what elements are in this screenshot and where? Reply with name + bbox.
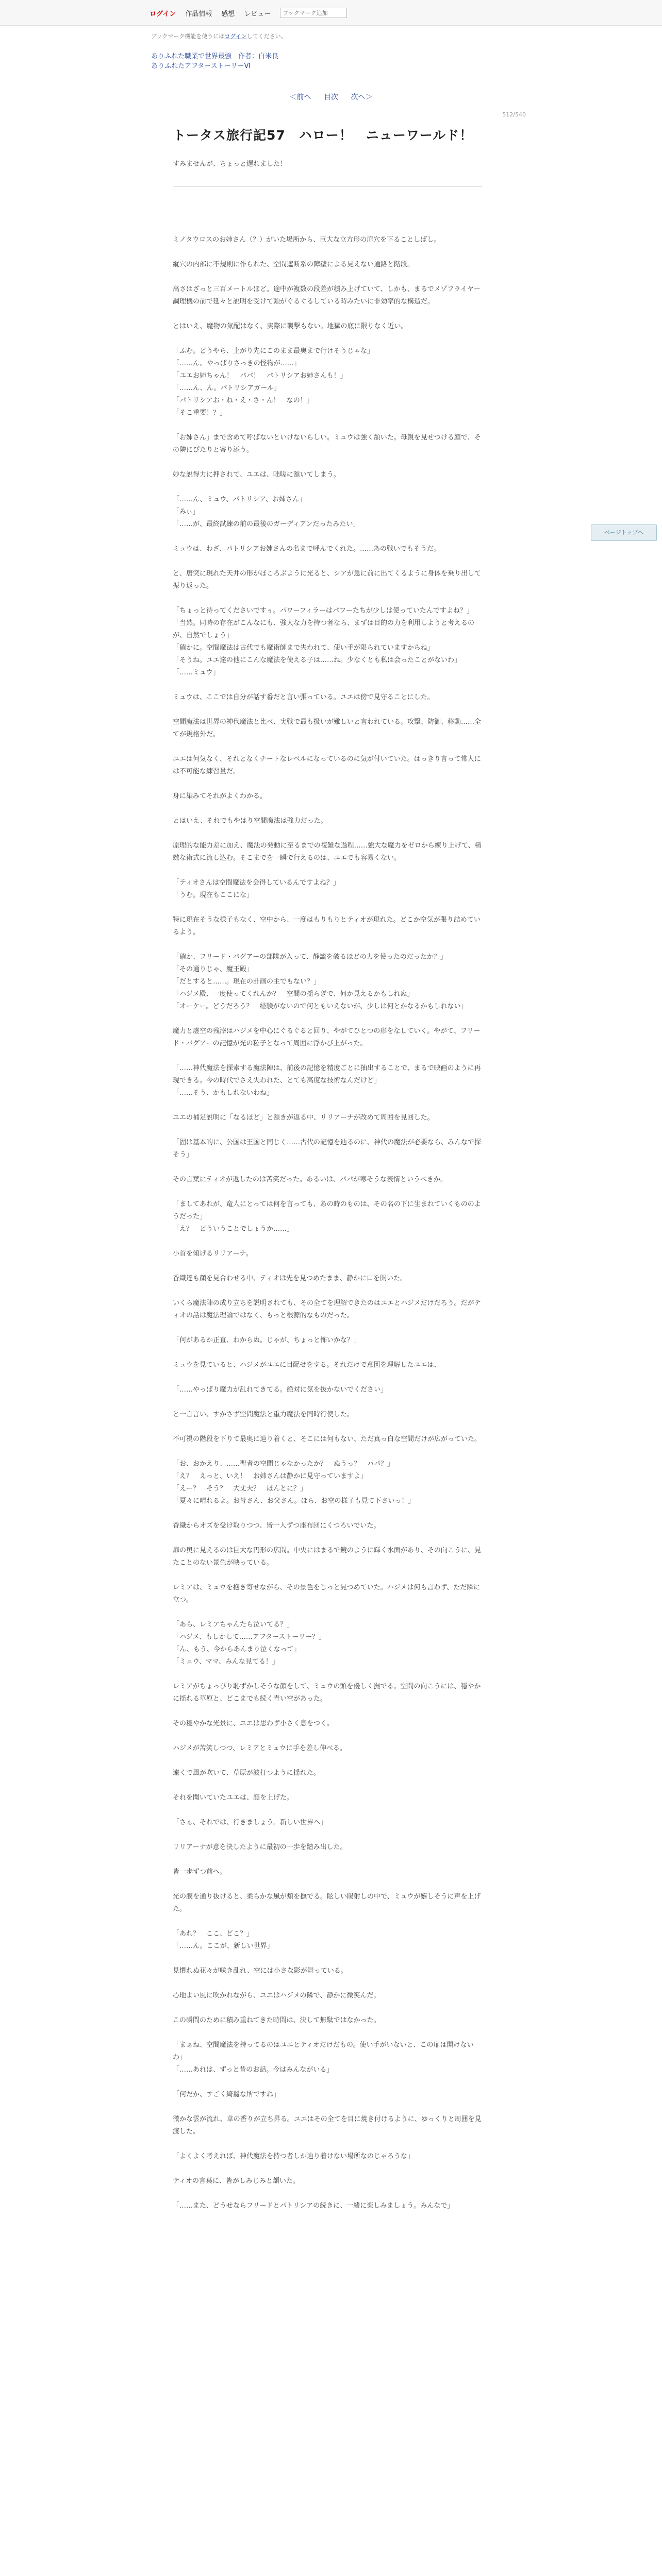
body-line: 「ましてあれが、竜人にとっては何を言っても、あの時のものは、その名の下に生まれていくもののようだった」 xyxy=(173,1200,481,1221)
body-line: 香織達も顔を見合わせる中、ティオは先を見つめたまま、静かに口を開いた。 xyxy=(173,1275,407,1282)
body-line: 魔力と虚空の残滓はハジメを中心にぐるぐると回り、やがてひとつの形をなしていく。やがて、フリード・バグアーの記憶が光の粒子となって周囲に浮かび上がった。 xyxy=(173,1027,481,1047)
body-line xyxy=(173,1371,482,1384)
body-line xyxy=(173,827,482,840)
body-line xyxy=(173,271,482,283)
body-line: 空間魔法は世界の神代魔法と比べ、実戦で最も扱いが難しいと言われている。攻撃、防御、移動……全てが規格外だ。 xyxy=(173,718,482,738)
body-line: 高さはざっと三百メートルほど。途中が複数の段差が積み上げていて、しかも、まるでメゾフライヤー調理機の前で延々と説明を受けて頭がぐるぐるしている時みたいに非効率的な構造だ。 xyxy=(173,285,481,306)
body-line: その言葉にティオが返したのは苦笑だった。あるいは、パパが寒そうな表情というべきか。 xyxy=(173,1176,447,1183)
body-line: 見慣れぬ花々が咲き乱れ、空には小さな影が舞っている。 xyxy=(173,1967,347,1975)
body-line xyxy=(173,2163,482,2175)
body-line: 「……ん。やっぱりさっきの怪物が……」 xyxy=(173,360,301,367)
body-line: とはいえ、魔物の気配はなく、実際に襲撃もない。地獄の底に限りなく近い。 xyxy=(173,323,408,330)
body-line: 香織からオズを受け取りつつ、皆一人ずつ座布団にくつろいでいた。 xyxy=(173,1522,380,1530)
notice-login-link[interactable]: ログイン xyxy=(224,33,247,40)
body-line: 「だとすると……。現在の計画の主でもない？」 xyxy=(173,978,321,986)
body-line: 「ティオさんは空間魔法を会得しているんですよね？」 xyxy=(173,879,340,887)
body-line xyxy=(173,333,482,345)
top-nav xyxy=(150,8,347,18)
next-link[interactable]: 次へ＞ xyxy=(351,93,373,101)
body-line: 原理的な能力差に加え、魔法の発動に至るまでの複雑な過程……強大な魔力をゼロから練り上げて、精緻な術式に流し込む。そこまでを一瞬で行えるのは、ユエでも容易くない。 xyxy=(173,842,482,862)
body-line xyxy=(173,555,482,568)
body-line: 「確か、フリード・バグアーの部隊が入って、静謐を破るほどの力を使ったのだったか？」 xyxy=(173,953,447,961)
body-line xyxy=(173,1532,482,1545)
body-line: 心地よい風に吹かれながら、ユエはハジメの隣で、静かに微笑んだ。 xyxy=(173,1992,380,1999)
body-line: 「確かに。空間魔法は古代でも魔術師まで失われて、使い手が限られていますからね」 xyxy=(173,644,434,652)
body-line: ミュウは、ここでは自分が話す番だと言い張っている。ユエは傍で見守ることにした。 xyxy=(173,693,434,701)
body-line xyxy=(173,1507,482,1520)
novel-body xyxy=(173,222,482,2212)
body-line: 「お、おかえり、……聖者の空間じゃなかったか？ ぬうっ？ パパ？」 xyxy=(173,1460,394,1468)
body-line: ミュウは、わざ、パトリシアお姉さんの名まで呼んでくれた。……あの戦いでもそうだ。 xyxy=(173,545,440,553)
impressions-link[interactable]: 感想 xyxy=(221,10,235,18)
prev-link[interactable]: ＜前へ xyxy=(289,93,311,101)
body-line xyxy=(173,1977,482,1990)
body-line: リリアーナが意を決したように最初の一歩を踏み出した。 xyxy=(173,1843,347,1851)
body-line xyxy=(173,1953,482,1965)
body-line: 「……が、最終試練の前の最後のガーディアンだったみたい」 xyxy=(173,520,360,528)
body-line xyxy=(173,1878,482,1891)
body-line xyxy=(173,308,482,320)
body-line: 「え？ えっと、いえ！ お姉さんは静かに見守っていますよ」 xyxy=(173,1472,368,1480)
body-line xyxy=(173,531,482,543)
body-line xyxy=(173,1569,482,1582)
body-line: レミアは、ミュウを抱き寄せながら、その景色をじっと見つめていた。ハジメは何も言わず、ただ隣に立つ。 xyxy=(173,1584,481,1604)
body-line xyxy=(173,1730,482,1742)
body-line: 「ミュウ、ママ、みんな見てる！」 xyxy=(173,1658,279,1666)
body-line xyxy=(173,704,482,716)
body-line xyxy=(173,1186,482,1198)
body-line xyxy=(173,1235,482,1248)
body-line: 「そうね。ユエ達の他にこんな魔法を使える子は……ね。少なくとも私は会ったことがないわ」 xyxy=(173,656,461,664)
body-line xyxy=(173,1606,482,1619)
body-line: 「ちょっと待ってくださいですぅ。パワーフィラーはパワーたちが少しは使っていたんですよね？」 xyxy=(173,607,473,615)
body-line xyxy=(173,222,482,234)
body-line: 妙な説得力に押されて、ユエは、咄嗟に頷いてしまう。 xyxy=(173,471,340,479)
body-line: 不可視の階段を下りて最奥に辿り着くと、そこには何もない、ただ真っ白な空間だけが広がっていた。 xyxy=(173,1435,482,1443)
body-line: 遠くで風が吹いて、草原が波打つように揺れた。 xyxy=(173,1769,320,1777)
body-line: 「よくよく考えれば、神代魔法を持つ者しか辿り着けない場所なのじゃろうな」 xyxy=(173,2153,415,2160)
body-line xyxy=(173,1322,482,1334)
pager xyxy=(0,92,662,102)
body-line: 身に染みてそれがよくわかる。 xyxy=(173,792,267,800)
episode-number: 512/540 xyxy=(502,111,526,118)
chapter-title-link[interactable]: ありふれたアフターストーリーⅥ xyxy=(151,62,251,70)
body-line xyxy=(173,1013,482,1025)
login-link[interactable]: ログイン xyxy=(150,10,176,18)
series-title-link[interactable]: ありふれた職業で世界最強 作者：白米良 xyxy=(151,53,279,60)
body-line: いくら魔法陣の成り立ちを説明されても、その全てを理解できたのはユエとハジメだけだろう。だがティオの話は魔法理論ではなく、もっと根源的なものだった。 xyxy=(173,1299,481,1319)
body-line: 「当然。同時の存在がこんなにも、強大な力を持つ者なら、まずは目的の力を利用しようと考えるのが、自然でしょう」 xyxy=(173,619,475,639)
body-line xyxy=(173,1161,482,1174)
body-line: 「パトリシアお・ね・え・さ・ん！ なの！」 xyxy=(173,397,313,404)
body-line: 「あら、レミアちゃんたら泣いてる？」 xyxy=(173,1621,294,1629)
body-line: とはいえ、それでもやはり空間魔法は強力だった。 xyxy=(173,817,327,825)
body-line: 縦穴の内部に不規則に作られた、空間遮断系の障壁による見えない通路と階段。 xyxy=(173,261,415,268)
body-line xyxy=(173,1124,482,1137)
body-line: 「……やっぱり魔力が乱れてきてる。絶対に気を抜かないでください」 xyxy=(173,1386,388,1394)
toc-link[interactable]: 目次 xyxy=(324,93,338,101)
body-line: 「ふむ。どうやら、上がり先にこのまま最奥まで行けそうじゃな」 xyxy=(173,347,374,355)
episode-title: トータス旅行記57 ハロー！ ニューワールド！ xyxy=(173,128,473,143)
body-line: レミアがちょっぴり恥ずかしそうな顔をして、ミュウの頭を優しく撫でる。空間の向こうには、穏やかに揺れる草原と、どこまでも続く青い空があった。 xyxy=(173,1683,481,1703)
body-line xyxy=(173,803,482,815)
notice-prefix: ブックマーク機能を使うには xyxy=(151,33,225,40)
body-line xyxy=(173,1804,482,1817)
body-line: 扉の奥に見えるのは巨大な円形の広間。中央にはまるで鏡のように輝く水面があり、その向こうに、見たことのない景色が映っている。 xyxy=(173,1547,481,1567)
body-line xyxy=(173,481,482,494)
body-line xyxy=(173,2002,482,2014)
body-line: 「……ん、ミュウ、パトリシア、お姉さん」 xyxy=(173,496,306,503)
body-line xyxy=(173,2027,482,2039)
body-line: 「固は基本的に、公国は王国と同じく……古代の記憶を辿るのに、神代の魔法が必要なら、みんなで探そう」 xyxy=(173,1139,482,1159)
login-notice xyxy=(151,32,287,40)
body-line xyxy=(173,419,482,432)
body-line: 「あれ？ ここ、どこ？」 xyxy=(173,1930,254,1938)
body-line xyxy=(173,1285,482,1297)
body-line: 「さぁ、それでは、行きましょう。新しい世界へ」 xyxy=(173,1819,327,1826)
body-line: 「夏々に晴れるよ。お母さん、お父さん。ほら、お空の様子も見て下さいっ！」 xyxy=(173,1497,415,1505)
series-info xyxy=(151,52,278,71)
body-line xyxy=(173,246,482,259)
body-line: 「まぁね、空間魔法を持ってるのはユエとティオだけだもの。使い手がいないと、この扉は開けないわ」 xyxy=(173,2041,474,2061)
body-line: 微かな雲が流れ、草の香りが立ち昇る。ユエはその全てを目に焼き付けるように、ゆっくりと周囲を見渡した。 xyxy=(173,2115,482,2136)
body-line: 「……神代魔法を探索する魔法陣は、前後の記憶を精度ごとに抽出することで、まるで映画のように再現できる。今の時代でさえ失われた、とても高度な技術なんだけど」 xyxy=(173,1064,481,1084)
body-line xyxy=(173,592,482,605)
body-line xyxy=(173,1668,482,1681)
body-line: と、唐突に現れた天井の形がほころぶように光ると、シアが急に前に出てくるように身体を乗り出して振り返った。 xyxy=(173,570,482,590)
body-line xyxy=(173,456,482,469)
body-line: 「ハジメ、もしかして……アフターストーリー？」 xyxy=(173,1633,326,1641)
body-line xyxy=(173,2076,482,2089)
body-line: 「みぃ」 xyxy=(173,508,200,516)
body-line: 特に現在そうな様子もなく、空中から、一度はもりもりとティオが現れた。どこか空気が張り詰めているよう。 xyxy=(173,916,481,936)
body-line xyxy=(173,1705,482,1718)
body-line: 「……また、どうせならフリードとパトリシアの続きに、一緒に楽しみましょう。みんなで」 xyxy=(173,2202,454,2210)
body-line xyxy=(173,1421,482,1433)
body-line: 「ユエお姉ちゃん！ パパ！ パトリシアお姉さんも！」 xyxy=(173,372,347,380)
body-line xyxy=(173,1260,482,1273)
body-line: ミノタウロスのお姉さん（？）がいた場所から、巨大な立方形の扉穴を下ることしばし。 xyxy=(173,236,441,244)
body-line: 「……ん、ん。パトリシアガール」 xyxy=(173,384,280,392)
body-line xyxy=(173,1050,482,1062)
notice-suffix: してください。 xyxy=(246,33,287,40)
body-line: 「お姉さん」まで含めて呼ばないといけないらしい。ミュウは強く頷いた。母親を見せつける顔で、その隣にぴたりと寄り添う。 xyxy=(173,434,481,454)
foreword: すみませんが、ちょっと遅れました！ xyxy=(173,160,287,168)
body-line xyxy=(173,1854,482,1866)
body-line: 小首を傾げるリリアーナ。 xyxy=(173,1250,253,1258)
body-line xyxy=(173,1780,482,1792)
review-link[interactable]: レビュー xyxy=(244,10,271,18)
body-line xyxy=(173,865,482,877)
body-line: 「何だか、すごく綺麗な所ですね」 xyxy=(173,2091,280,2098)
body-line: 「そこ重要！？」 xyxy=(173,409,227,417)
body-line xyxy=(173,2138,482,2150)
body-line: 「……ん。ここが、新しい世界」 xyxy=(173,1942,274,1950)
body-line: ユエは何気なく、それとなくチートなレベルになっているのに気が付いていた。はっきり言って常人には不可能な練習量だ。 xyxy=(173,755,481,775)
body-line: 「えー？ そう？ 大丈夫？ ほんとに？」 xyxy=(173,1485,307,1493)
body-line: 「その通りじゃ、魔王殿」 xyxy=(173,965,254,973)
body-line: それを聞いていたユエは、顔を上げた。 xyxy=(173,1794,294,1802)
body-line: この瞬間のために積み重ねてきた時間は、決して無駄ではなかった。 xyxy=(173,2016,380,2024)
body-line xyxy=(173,1916,482,1928)
body-line: ユエの補足説明に「なるほど」と頷きが返る中、リリアーナが改めて周囲を見回した。 xyxy=(173,1114,434,1122)
body-line: ミュウを見ていると、ハジメがユエに目配せをする。それだけで意図を理解したユエは、 xyxy=(173,1361,441,1369)
body-line: 「ハジメ殿、一度使ってくれんか？ 空間の揺らぎで、何か見えるかもしれぬ」 xyxy=(173,990,414,998)
body-line: ティオの言葉に、皆がしみじみと頷いた。 xyxy=(173,2177,300,2185)
body-line: と一言言い、すかさず空間魔法と重力魔法を同時行使した。 xyxy=(173,1411,354,1418)
body-line: 「……そう、かもしれないわね」 xyxy=(173,1089,274,1097)
body-line xyxy=(173,1099,482,1112)
body-line xyxy=(173,679,482,691)
body-line xyxy=(173,1347,482,1359)
body-line xyxy=(173,939,482,951)
body-line xyxy=(173,778,482,790)
body-line: 「え？ どういうことでしょうか……」 xyxy=(173,1225,294,1233)
body-line xyxy=(173,1755,482,1767)
body-line xyxy=(173,2188,482,2200)
page-top-button[interactable]: ページトップへ xyxy=(591,524,657,541)
body-line: 「ん、もう、今からあんまり泣くなって」 xyxy=(173,1646,301,1653)
body-line: 「……あれは、ずっと昔のお話。今はみんながいる」 xyxy=(173,2066,334,2074)
top-bar xyxy=(0,0,662,26)
body-line: 皆一歩ずつ前へ。 xyxy=(173,1868,227,1876)
body-line xyxy=(173,1446,482,1458)
body-line: ハジメが苦笑しつつ、レミアとミュウに手を差し伸べる。 xyxy=(173,1744,346,1752)
bookmark-input[interactable] xyxy=(280,8,347,18)
body-line: 光の膜を通り抜けると、柔らかな風が頬を撫でる。眩しい陽射しの中で、ミュウが嬉しそうに声を上げた。 xyxy=(173,1893,481,1913)
body-line xyxy=(173,741,482,753)
body-line: 「何があるか正直、わからぬ。じゃが、ちょっと怖いかな？」 xyxy=(173,1336,361,1344)
body-line xyxy=(173,902,482,914)
body-line xyxy=(173,1829,482,1841)
works-link[interactable]: 作品情報 xyxy=(185,10,212,18)
body-line: 「……ミュウ」 xyxy=(173,669,220,676)
body-line: 「オーケー。どうだろう？ 経験がないので何ともいえないが、少しは何とかなるかもしれない」 xyxy=(173,1003,468,1010)
body-line: その穏やかな光景に、ユエは思わず小さく息をつく。 xyxy=(173,1720,334,1727)
body-line: 「うむ。現在もここにな」 xyxy=(173,891,254,899)
body-line xyxy=(173,1396,482,1409)
body-line xyxy=(173,2101,482,2113)
